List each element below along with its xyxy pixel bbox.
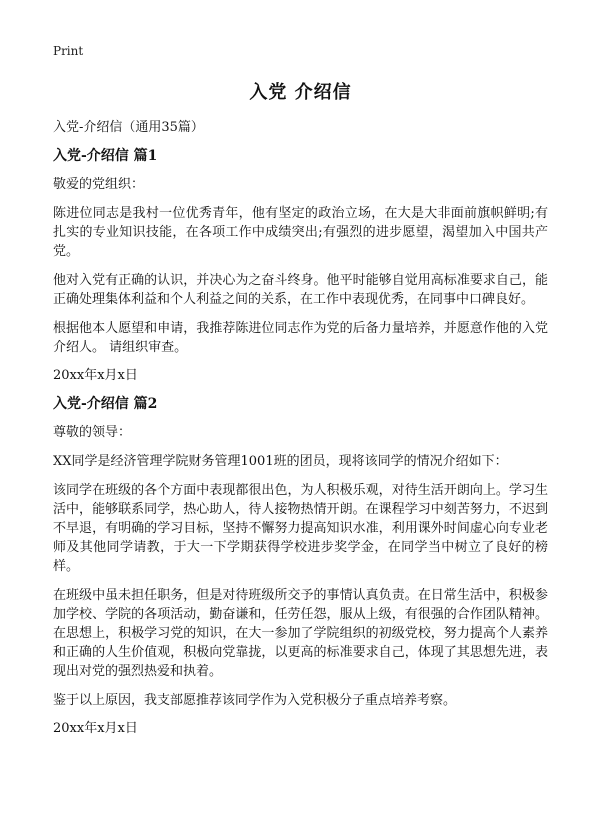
letter-paragraph: 根据他本人愿望和申请，我推荐陈进位同志作为党的后备力量培养，并愿意作他的入党介绍人。 请组织审查。 [53, 321, 548, 355]
page-title: 入党 介绍信 [249, 82, 352, 103]
letter-paragraph: 他对入党有正确的认识，并决心为之奋斗终身。他平时能够自觉用高标准要求自己，能正确处理集体利益和个人利益之间的关系，在工作中表现优秀，在同事中口碑良好。 [53, 273, 548, 307]
letter-paragraph: 鉴于以上原因，我支部愿推荐该同学作为入党积极分子重点培养考察。 [53, 693, 457, 708]
print-link[interactable]: Print [53, 44, 84, 58]
letter-paragraph: 该同学在班级的各个方面中表现都很出色，为人积极乐观，对待生活开朗向上。学习生活中，能够联系同学，热心助人，待人接物热情开朗。在课程学习中刻苦努力，不迟到不早退，有明确的学习目标，坚持不懈努力提高知识水准，利用课外时间虚心向专业老师及其他同学请教，于大一下学期获得学校进步奖学金，在同学当中树立了良好的榜样。 [53, 483, 548, 574]
letter-greeting: 尊敬的领导： [53, 425, 132, 440]
letter-section-1 [53, 147, 548, 385]
letter-paragraph: 陈进位同志是我村一位优秀青年，他有坚定的政治立场，在大是大非面前旗帜鲜明;有扎实的专业知识技能，在各项工作中成绩突出;有强烈的进步愿望，渴望加入中国共产党。 [53, 206, 548, 259]
letter-section-2 [53, 395, 548, 738]
letter-paragraph: 在班级中虽未担任职务，但是对待班级所交予的事情认真负责。在日常生活中，积极参加学校、学院的各项活动，勤奋谦和，任劳任怨，服从上级，有很强的合作团队精神。在思想上，积极学习党的知识，在大一参加了学院组织的初级党校，努力提高个人素养和正确的人生价值观，积极向党靠拢，以更高的标准要求自己，体现了其思想先进，表现出对党的强烈热爱和执着。 [53, 588, 548, 679]
section-heading: 入党-介绍信 篇2 [53, 396, 158, 412]
letter-greeting: 敬爱的党组织： [53, 177, 145, 192]
letter-paragraph: XX同学是经济管理学院财务管理1001班的团员，现将该同学的情况介绍如下： [53, 454, 508, 469]
document-subtitle: 入党-介绍信（通用35篇） [53, 120, 204, 135]
section-heading: 入党-介绍信 篇1 [53, 148, 158, 164]
letter-date: 20xx年x月x日 [53, 368, 138, 383]
letter-date: 20xx年x月x日 [53, 721, 138, 736]
